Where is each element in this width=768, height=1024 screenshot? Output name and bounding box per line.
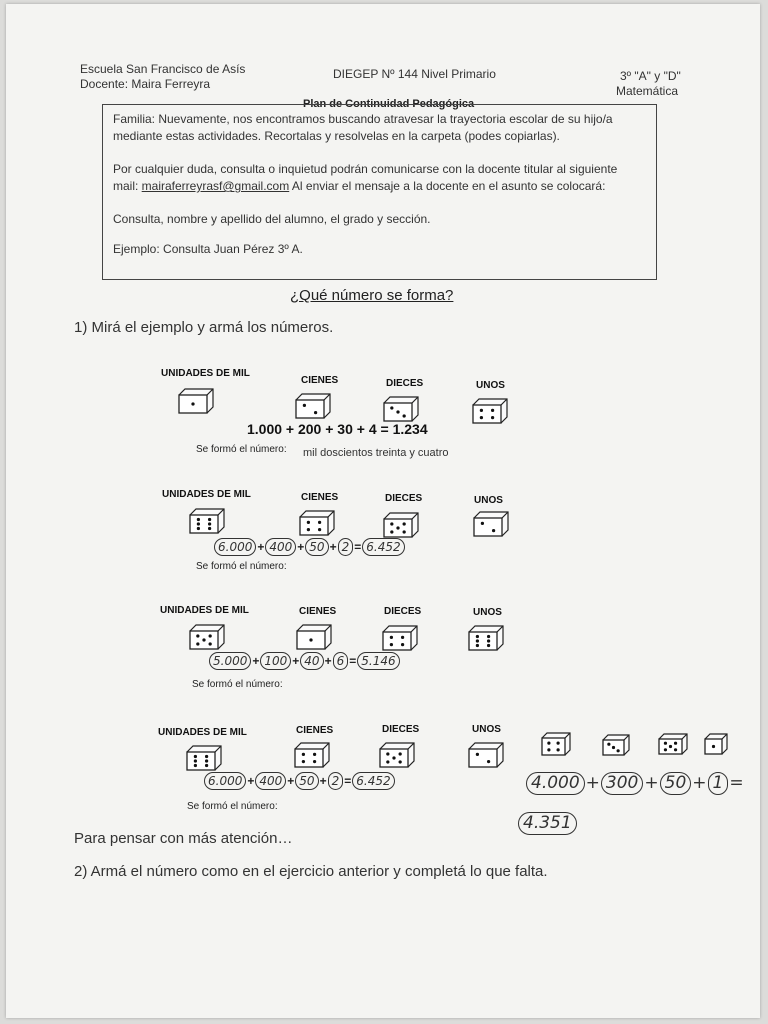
die-pip	[403, 414, 406, 417]
die-face	[190, 515, 218, 533]
question-2: 2) Armá el número como en el ejercicio anterior y completá lo que falta.	[74, 863, 548, 880]
die-pip	[401, 636, 404, 639]
plus-sign: +	[297, 540, 305, 554]
plus-sign: +	[287, 774, 295, 788]
answer-hundreds[interactable]: 100	[260, 652, 291, 670]
label-thousands: UNIDADES DE MIL	[158, 727, 247, 738]
info-line-1a: Familia: Nuevamente, nos encontramos buscando atravesar la trayectoria escolar de su hijo/a	[113, 112, 613, 126]
die-pip	[390, 522, 393, 525]
answer-thousands[interactable]: 5.000	[209, 652, 251, 670]
question-1: 1) Mirá el ejemplo y armá los números.	[74, 319, 334, 336]
die-thousands	[186, 745, 222, 771]
die-pip	[209, 634, 212, 637]
die-pip	[390, 643, 393, 646]
answer-units[interactable]: 2	[328, 772, 344, 790]
die-pip	[557, 742, 560, 745]
equals-sign: =	[354, 540, 362, 554]
answer-tens[interactable]: 50	[305, 538, 328, 556]
label-hundreds: CIENES	[301, 492, 339, 503]
grade-label: 3º "A" y "D"	[620, 69, 681, 83]
die-tens	[379, 742, 415, 768]
die-pip	[403, 522, 406, 525]
answer-units[interactable]: 6	[333, 652, 349, 670]
hand-drawn-die	[704, 733, 728, 755]
die-pip	[208, 518, 211, 521]
answer-thousands[interactable]: 6.000	[204, 772, 246, 790]
label-tens: DIECES	[382, 724, 420, 735]
plus-sign: +	[644, 773, 659, 793]
answer-tens[interactable]: 40	[300, 652, 323, 670]
die-pip	[674, 748, 677, 751]
formed-label: Se formó el número:	[187, 801, 278, 812]
exercise-3-equation	[204, 772, 395, 790]
die-pip	[313, 753, 316, 756]
die-pip	[202, 638, 205, 641]
die-pip	[307, 528, 310, 531]
die-face	[473, 405, 501, 423]
die-pip	[309, 638, 312, 641]
handwritten-result-row	[518, 812, 577, 835]
hand-drawn-die	[541, 732, 571, 756]
die-pip	[392, 756, 395, 759]
answer-result[interactable]: 5.146	[357, 652, 399, 670]
die-pip	[194, 759, 197, 762]
answer-hundreds[interactable]: 400	[255, 772, 286, 790]
plus-sign: +	[292, 654, 300, 668]
die-pip	[318, 528, 321, 531]
answer-tens[interactable]: 50	[295, 772, 318, 790]
die-pip	[664, 742, 667, 745]
teacher-name: Docente: Maira Ferreyra	[80, 77, 211, 91]
label-hundreds: CIENES	[301, 375, 339, 386]
plus-sign: +	[329, 540, 337, 554]
die-pip	[209, 642, 212, 645]
die-tens	[383, 512, 419, 538]
answer-hundreds[interactable]: 400	[265, 538, 296, 556]
die-pip	[491, 409, 494, 412]
die-pip	[191, 402, 194, 405]
die-pip	[307, 521, 310, 524]
hand-drawn-die	[658, 733, 688, 755]
plus-sign: +	[319, 774, 327, 788]
plus-sign: +	[252, 654, 260, 668]
formed-label: Se formó el número:	[196, 561, 287, 572]
die-pip	[390, 406, 393, 409]
die-pip	[318, 521, 321, 524]
info-line-2a: Por cualquier duda, consulta o inquietud podrán comunicarse con la docente titular al siguiente	[113, 162, 618, 176]
formed-label: Se formó el número:	[196, 444, 287, 455]
die-pip	[399, 760, 402, 763]
die-pip	[617, 749, 620, 752]
hand-tens: 50	[660, 772, 692, 795]
die-pip	[390, 530, 393, 533]
die-pip	[487, 635, 490, 638]
die-pip	[205, 759, 208, 762]
die-pip	[476, 753, 479, 756]
die-thousands	[178, 388, 214, 414]
die-face	[383, 632, 411, 650]
info-line-4: Ejemplo: Consulta Juan Pérez 3º A.	[113, 242, 303, 256]
label-thousands: UNIDADES DE MIL	[160, 605, 249, 616]
die-pip	[607, 743, 610, 746]
answer-units[interactable]: 2	[338, 538, 354, 556]
plus-sign: +	[324, 654, 332, 668]
die-pip	[197, 518, 200, 521]
answer-result[interactable]: 6.452	[352, 772, 394, 790]
plan-title: Plan de Continuidad Pedagógica	[303, 98, 475, 110]
answer-thousands[interactable]: 6.000	[214, 538, 256, 556]
formed-value: mil doscientos treinta y cuatro	[303, 447, 449, 459]
die-pip	[396, 526, 399, 529]
die-hundreds	[295, 393, 331, 419]
die-units	[468, 742, 504, 768]
die-pip	[547, 748, 550, 751]
label-thousands: UNIDADES DE MIL	[162, 489, 251, 500]
die-pip	[399, 752, 402, 755]
label-thousands: UNIDADES DE MIL	[161, 368, 250, 379]
die-face	[300, 517, 328, 535]
die-pip	[401, 643, 404, 646]
die-pip	[481, 522, 484, 525]
handwritten-equation	[526, 772, 745, 795]
answer-result[interactable]: 6.452	[362, 538, 404, 556]
mail-prefix: mail:	[113, 179, 142, 193]
plus-sign: +	[247, 774, 255, 788]
equals-sign: =	[349, 654, 357, 668]
die-pip	[390, 636, 393, 639]
worksheet-title: ¿Qué número se forma?	[290, 287, 454, 304]
equals-sign: =	[729, 773, 744, 793]
die-pip	[303, 404, 306, 407]
die-pip	[480, 416, 483, 419]
die-pip	[491, 416, 494, 419]
plus-sign: +	[257, 540, 265, 554]
die-tens	[382, 625, 418, 651]
die-pip	[196, 634, 199, 637]
die-face	[474, 518, 502, 536]
hand-result: 4.351	[518, 812, 577, 835]
die-pip	[487, 760, 490, 763]
die-hundreds	[299, 510, 335, 536]
label-hundreds: CIENES	[299, 606, 337, 617]
die-pip	[208, 522, 211, 525]
equals-sign: =	[344, 774, 352, 788]
hand-drawn-die	[602, 734, 630, 756]
die-pip	[476, 635, 479, 638]
label-units: UNOS	[472, 724, 501, 735]
die-pip	[487, 639, 490, 642]
exercise-2-equation	[209, 652, 400, 670]
hand-thousands: 4.000	[526, 772, 585, 795]
subject-label: Matemática	[616, 84, 679, 98]
label-hundreds: CIENES	[296, 725, 334, 736]
die-pip	[547, 742, 550, 745]
die-tens	[383, 396, 419, 422]
die-pip	[674, 742, 677, 745]
label-units: UNOS	[474, 495, 503, 506]
example-equation: 1.000 + 200 + 30 + 4 = 1.234	[247, 421, 428, 437]
formed-label: Se formó el número:	[192, 679, 283, 690]
die-face	[295, 749, 323, 767]
die-thousands	[189, 508, 225, 534]
die-pip	[396, 410, 399, 413]
die-hundreds	[294, 742, 330, 768]
die-face	[469, 632, 497, 650]
die-pip	[194, 755, 197, 758]
die-pip	[664, 748, 667, 751]
label-tens: DIECES	[385, 493, 423, 504]
die-pip	[194, 764, 197, 767]
die-pip	[197, 527, 200, 530]
die-thousands	[189, 624, 225, 650]
die-pip	[612, 746, 615, 749]
info-line-2b	[113, 178, 648, 195]
email-link[interactable]: mairaferreyrasf@gmail.com	[141, 179, 290, 193]
die-face	[187, 752, 215, 770]
mail-suffix: Al enviar el mensaje a la docente en el asunto se colocará:	[289, 179, 606, 193]
die-hundreds	[296, 624, 332, 650]
die-pip	[476, 644, 479, 647]
die-pip	[205, 764, 208, 767]
die-pip	[480, 409, 483, 412]
die-pip	[205, 755, 208, 758]
hand-units: 1	[708, 772, 729, 795]
die-pip	[487, 644, 490, 647]
die-pip	[386, 752, 389, 755]
die-pip	[196, 642, 199, 645]
worksheet-page	[6, 4, 760, 1018]
die-units	[468, 625, 504, 651]
die-pip	[302, 760, 305, 763]
diegep-label: DIEGEP Nº 144 Nivel Primario	[333, 67, 496, 81]
die-pip	[492, 529, 495, 532]
label-tens: DIECES	[384, 606, 422, 617]
exercise-1-equation	[214, 538, 405, 556]
die-face	[469, 749, 497, 767]
plus-sign: +	[692, 773, 707, 793]
die-pip	[313, 760, 316, 763]
label-tens: DIECES	[386, 378, 424, 389]
die-units	[472, 398, 508, 424]
die-face	[542, 738, 565, 755]
hand-hundreds: 300	[601, 772, 643, 795]
family-info-box	[102, 104, 657, 280]
info-line-3: Consulta, nombre y apellido del alumno, el grado y sección.	[113, 212, 431, 226]
label-units: UNOS	[476, 380, 505, 391]
label-units: UNOS	[473, 607, 502, 618]
die-pip	[557, 748, 560, 751]
die-pip	[208, 527, 211, 530]
school-name: Escuela San Francisco de Asís	[80, 62, 246, 76]
die-pip	[197, 522, 200, 525]
die-pip	[669, 745, 672, 748]
die-pip	[314, 411, 317, 414]
die-face	[296, 400, 324, 418]
think-prompt: Para pensar con más atención…	[74, 830, 293, 847]
die-pip	[302, 753, 305, 756]
plus-sign: +	[585, 773, 600, 793]
info-line-1b: mediante estas actividades. Recortalas y resolvelas en la carpeta (podes copiarlas).	[113, 129, 560, 143]
die-pip	[712, 745, 715, 748]
die-units	[473, 511, 509, 537]
die-pip	[476, 639, 479, 642]
die-pip	[386, 760, 389, 763]
die-pip	[403, 530, 406, 533]
